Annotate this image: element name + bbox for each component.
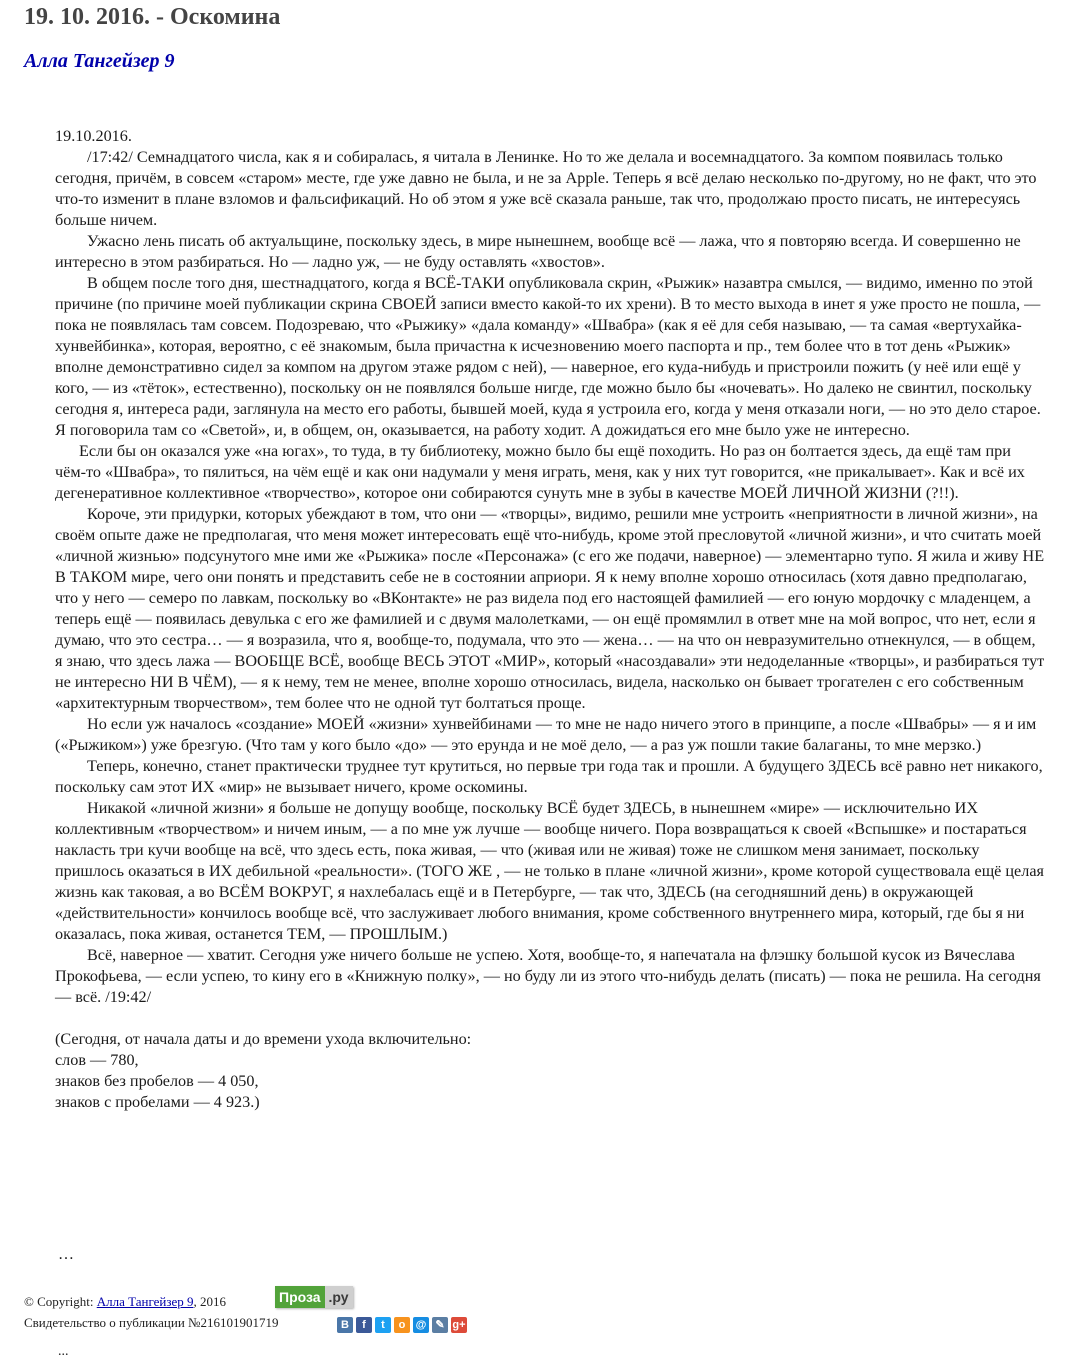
livejournal-icon[interactable]: ✎ [432,1317,448,1333]
twitter-icon[interactable]: t [375,1317,391,1333]
tail-dots: ... [58,1344,69,1359]
stats-line: знаков без пробелов — 4 050, [55,1072,259,1090]
certificate-line: Свидетельство о публикации №216101901719 [24,1315,279,1330]
copyright-line [24,1294,226,1310]
share-bar [337,1317,467,1333]
article-body [55,126,1045,1113]
paragraph-1: /17:42/ Семнадцатого числа, как я и собиралась, я читала в Ленинке. Но то же делала и восемнадцатого. За компом появилась только сегодня, причём, в совсем «старом» месте, где уже давно не была, и не за Apple. Теперь я всё делаю несколько по-другому, но не факт, что это что-то изменит в плане взломов и фальсификаций. Но об этом я уже всё сказала раньше, так что, продолжаю просто писать, не интересуясь больше ничем. [55,148,1037,229]
mail-icon[interactable]: @ [413,1317,429,1333]
stats-line: знаков с пробелами — 4 923.) [55,1093,260,1111]
footer-author-link[interactable]: Алла Тангейзер 9 [96,1294,194,1309]
copyright-year: , 2016 [193,1294,226,1309]
paragraph-4: Если бы он оказался уже «на югах», то туда, в ту библиотеку, можно было бы ещё походить. Но раз он болтается здесь, да ещё там при чём-то «Швабра», то пялиться, на чём ещё и как они надумали у меня играть, меня, как у них тут говорится, «не прикалывает». Как и всё их дегенеративное коллективное «творчество», которое они собираются сунуть мне в зубы в качестве МОЕЙ ЛИЧНОЙ ЖИЗНИ (?!!). [55,442,1025,502]
paragraph-7: Теперь, конечно, станет практически труднее тут крутиться, но первые три года так и прошли. А будущего ЗДЕСЬ всё равно нет никакого, поскольку сам этот ИХ «мир» не вызывает ничего, кроме оскомины. [55,757,1043,796]
odnoklassniki-icon[interactable]: o [394,1317,410,1333]
word-stats [55,1029,1045,1113]
proza-logo[interactable] [275,1286,353,1308]
paragraph-9: Всё, наверное — хватит. Сегодня уже ничего больше не успею. Хотя, вообще-то, я напечатала на флэшку большой кусок из Вячеслава Прокофьева, — если успею, то кину его в «Книжную полку», — но буду ли из этого что-нибудь делать (писать) — пока не решила. На сегодня — всё. /19:42/ [55,946,1041,1006]
logo-part-2: .ру [325,1286,353,1308]
facebook-icon[interactable]: f [356,1317,372,1333]
copyright-prefix: © Copyright: [24,1294,97,1309]
google-plus-icon[interactable]: g+ [452,1319,466,1331]
stats-line: слов — 780, [55,1051,139,1069]
page-title: 19. 10. 2016. - Оскомина [24,4,281,30]
date-line: 19.10.2016. [55,127,132,145]
stats-line: (Сегодня, от начала даты и до времени ухода включительно: [55,1030,472,1048]
paragraph-6: Но если уж началось «создание» МОЕЙ «жизни» хунвейбинами — то мне не надо ничего этого в принципе, а после «Швабры» — я и им («Рыжиком») уже брезгую. (Что там у кого было «до» — это ерунда и не моё дело, — а раз уж пошли такие балаганы, то мне мерзко.) [55,715,1037,754]
author-link[interactable]: Алла Тангейзер 9 [24,50,175,72]
paragraph-3: В общем после того дня, шестнадцатого, когда я ВСЁ-ТАКИ опубликовала скрин, «Рыжик» назавтра смылся, — видимо, именно по этой причине (по причине моей публикации скрина СВОЕЙ записи вместо какой-то их хрени). В то место выхода в инет я уже просто не пошла, — пока не появлялась там совсем. Подозреваю, что «Рыжику» «дала команду» «Швабра» (как я её для себя называю, — та самая «вертухайка-хунвейбинка», которая, вероятно, с её знакомым, была причастна к исчезновению моего паспорта и пр., тем более что в тот день «Рыжик» вполне демонстративно сидел за компом на другом этаже рядом с ней), — наверное, его куда-нибудь и пристроили пожить (у неё или ещё у кого, — из «тёток», естественно), поскольку он не появлялся больше нигде, где можно было бы «ночевать». Но далеко не свинтил, поскольку сегодня я, интереса ради, заглянула на место его работы, бывшей моей, куда я устроила его, когда у меня отказали ноги, — но это дело старое. Я поговорила там со «Светой», и, в общем, он, оказывается, на работу ходит. А дожидаться его мне было уже не интересно. [55,274,1041,439]
ellipsis: … [58,1246,74,1263]
paragraph-5: Короче, эти придурки, которых убеждают в том, что они — «творцы», видимо, решили мне устроить «неприятности в личной жизни», на своём опыте даже не предполагая, что меня может интересовать ещё что-нибудь, кроме этой пресловутой «личной жизни», и что считать моей «личной жизнью» подсунутого мне ими же «Рыжика» после «Персонажа» (с его же подачи, наверное) — элементарно тупо. Я жила и живу НЕ В ТАКОМ мире, чего они понять и представить себе не в состоянии априори. Я к нему вполне хорошо относилась (хотя давно предполагаю, что у него — семеро по лавкам, поскольку во «ВКонтакте» не раз видела под его настоящей фамилией — его юную мордочку с младенцем, а теперь ещё — появилась девулька с его же фамилией и с двумя малолетками, — он ещё промямлил в ответ мне на мой вопрос, что нет, если я думаю, что это сестра… — я возразила, что я, вообще-то, подумала, что это — жена… — на что он невразумительно отнекнулся, — в общем, я знаю, что здесь лажа — ВООБЩЕ ВСЁ, вообще ВЕСЬ ЭТОТ «МИР», который «насоздавали» эти недоделанные «творцы», и разбираться тут не интересно НИ В ЧЁМ), — я к нему, тем не менее, вполне хорошо относилась, видела, насколько он бывает трогателен с его собственным «архитектурным творчеством», тем более что не одной тут болтаться проще. [55,505,1045,712]
paragraph-2: Ужасно лень писать об актуальщине, поскольку здесь, в мире нынешнем, вообще всё — лажа, что я повторяю всегда. И совершенно не интересно в этом разбираться. Но — ладно уж, — не буду оставлять «хвостов». [55,232,1021,271]
vkontakte-icon[interactable]: В [337,1317,353,1333]
paragraph-8: Никакой «личной жизни» я больше не допущу вообще, поскольку ВСЁ будет ЗДЕСЬ, в нынешнем «мире» — исключительно ИХ коллективным «творчеством» и ничем иным, — а по мне уж лучше — вообще ничего. Пора возвращаться к своей «Вспышке» и постараться накласть три кучи вообще на всё, что здесь есть, пока живая, — что (живая или не живая) тоже не слишком меня занимает, поскольку пришлось оказаться в ИХ дебильной «реальности». (ТОГО ЖЕ , — не только в плане «личной жизни», кроме которой существовала ещё целая жизнь как таковая, а во ВСЁМ ВОКРУГ, я нахлебалась ещё и в Петербурге, — так что, ЗДЕСЬ (на сегодняшний день) в окружающей «действительности» кончилось вообще всё, что заслуживает любого внимания, кроме собственного внутреннего мира, который, где бы я ни оказалась, пока живая, останется ТЕМ, — ПРОШЛЫМ.) [55,799,1044,943]
logo-part-1: Проза [275,1286,325,1308]
